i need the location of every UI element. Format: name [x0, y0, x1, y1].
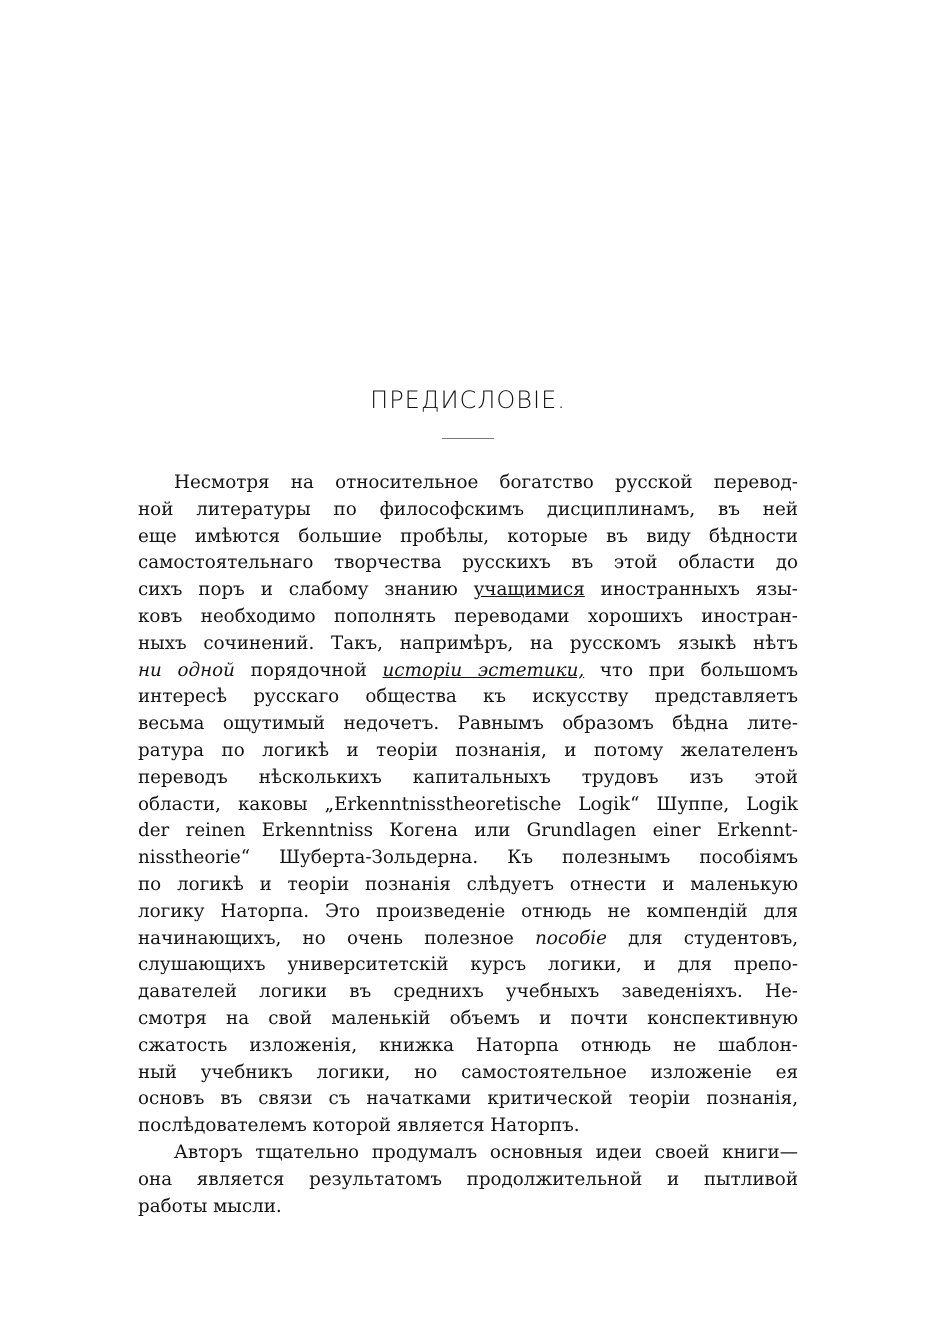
text-line: послѣдователемъ которой является Наторпъ. — [138, 1115, 580, 1137]
text-line: работы мысли. — [138, 1195, 282, 1217]
text-line: области, каковы „Erkenntnisstheoretische Logik“ Шуппе, Logik — [138, 793, 798, 815]
text-line: самостоятельнаго творчества русскихъ въ этой области до — [138, 552, 798, 574]
text-line: логику Наторпа. Это произведенiе отнюдь не компендiй для — [138, 900, 798, 922]
text-line: начинающихъ, но очень полезное пособiе для студентовъ, — [138, 927, 799, 949]
title-divider — [442, 438, 494, 439]
underlined-word: учащимися — [473, 579, 585, 601]
italic-text: ни одной — [138, 659, 235, 681]
text-line: ной литературы по философскимъ дисциплинамъ, въ ней — [138, 498, 798, 520]
text-line: еще имѣются большие пробѣлы, которые въ виду бѣдности — [138, 525, 798, 547]
text-line: сихъ поръ и слабому знанию учащимися иностранныхъ язы- — [138, 579, 798, 601]
text-line: сжатость изложенiя, книжка Наторпа отнюдь не шаблон- — [138, 1034, 798, 1056]
text-line: основъ въ связи съ начатками критической теорiи познанiя, — [138, 1088, 798, 1110]
text-line: она является результатомъ продолжительной и пытливой — [138, 1168, 798, 1190]
text-line: der reinen Erkenntniss Когена или Grundlagen einer Erkennt- — [138, 820, 798, 842]
text-line: слушающихъ университетскiй курсъ логики, и для препо- — [138, 954, 798, 976]
text-line: ни одной порядочной исторiи эстетики, что при большомъ — [138, 659, 799, 681]
italic-text: пособiе — [535, 927, 607, 949]
text-line: ковъ необходимо пополнять переводами хорошихъ иностран- — [138, 605, 798, 627]
text-line: по логикѣ и теорiи познанiя слѣдуетъ отнести и маленькую — [138, 873, 798, 895]
page-title: ПРЕДИСЛОВIЕ. — [370, 386, 566, 414]
text-line: ный учебникъ логики, но самостоятельное изложенiе ея — [138, 1061, 798, 1083]
text-line: смотря на свой маленькiй объемъ и почти конспективную — [138, 1007, 798, 1029]
text-line: переводъ нѣсколькихъ капитальныхъ трудовъ изъ этой — [138, 766, 798, 788]
text-line: интересѣ русскаго общества къ искусству представляетъ — [138, 686, 798, 708]
text-line: давателей логики въ среднихъ учебныхъ заведенiяхъ. Не- — [138, 981, 798, 1003]
text-line: ныхъ сочинений. Такъ, напримѣръ, на русскомъ языкѣ нѣтъ — [138, 632, 798, 654]
body-text — [138, 470, 798, 1220]
text-line: nisstheorie“ Шуберта-Зольдерна. Къ полезнымъ пособiямъ — [138, 847, 798, 869]
italic-underlined-text: исторiи эстетики, — [382, 659, 585, 681]
text-line: Авторъ тщательно продумалъ основныя идеи своей книги— — [174, 1141, 798, 1163]
text-line: Несмотря на относительное богатство русской перевод- — [174, 472, 798, 493]
text-line: весьма ощутимый недочетъ. Равнымъ образомъ бѣдна лите- — [138, 713, 798, 735]
text-line: ратура по логикѣ и теорiи познанiя, и потому желателенъ — [138, 739, 798, 761]
